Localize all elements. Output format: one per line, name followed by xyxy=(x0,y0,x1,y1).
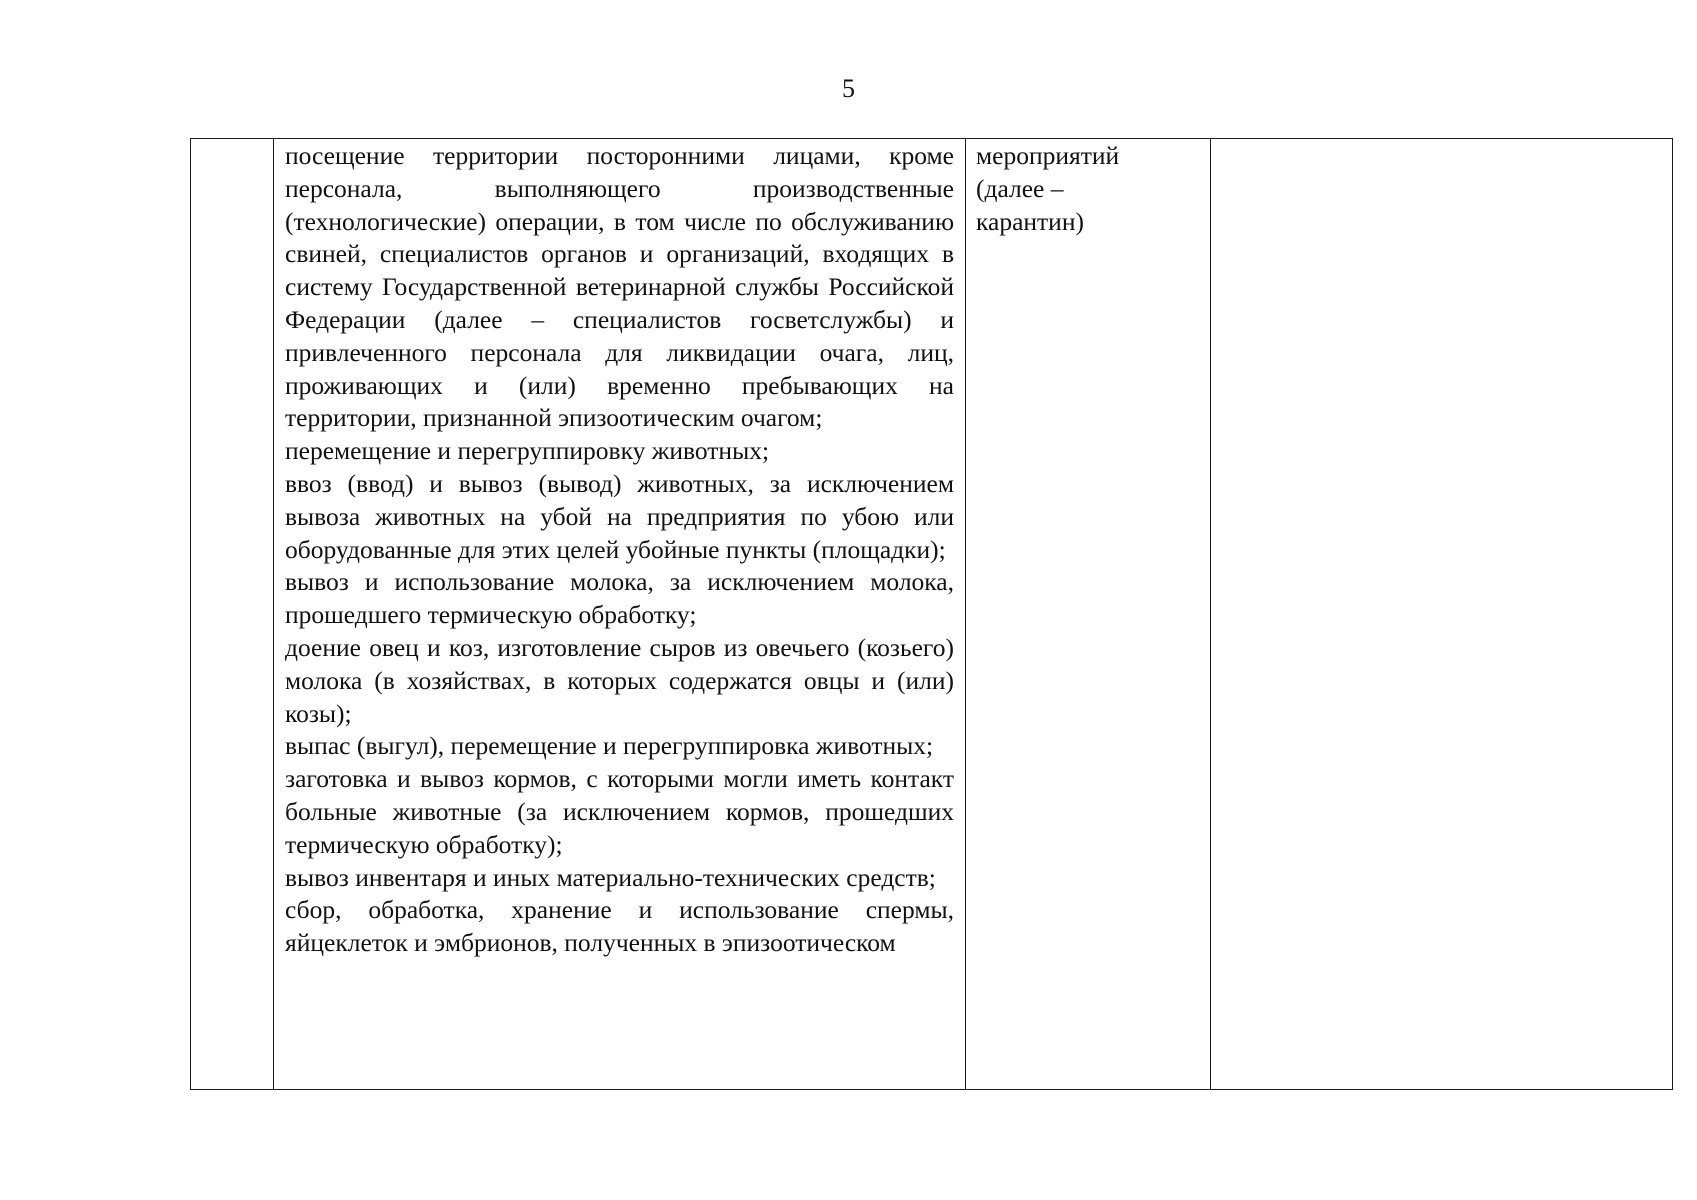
restriction-item: ввоз (ввод) и вывоз (вывод) животных, за исключением вывоза животных на убой на предприятия по убою или оборудованные для этих целей убойные пункты (площадки); xyxy=(285,468,954,564)
restriction-item: посещение территории посторонними лицами, кроме персонала, выполняющего производственные (технологические) операции, в том числе по обслуживанию свиней, специалистов органов и организаций, входящих в систему Государственной ветеринарной службы Российской Федерации (далее – специалистов госветслужбы) и привлеченного персонала для ликвидации очага, лиц, проживающих и (или) временно пребывающих на территории, признанной эпизоотическим очагом; xyxy=(285,141,954,433)
term-line: карантин) xyxy=(976,206,1084,236)
term-line-left: (далее xyxy=(976,173,1045,203)
table-cell-term xyxy=(966,139,1211,1090)
table-row xyxy=(191,139,1673,1090)
restriction-item: заготовка и вывоз кормов, с которыми могли иметь контакт больные животные (за исключением кормов, прошедших термическую обработку); xyxy=(285,764,954,859)
measures-table xyxy=(190,138,1673,1090)
restriction-item: вывоз инвентаря и иных материально-технических средств; xyxy=(285,862,936,892)
restriction-item: перемещение и перегруппировку животных; xyxy=(285,436,770,466)
table-cell-restrictions xyxy=(274,139,966,1090)
table-cell-empty xyxy=(1211,139,1673,1090)
restriction-item: вывоз и использование молока, за исключением молока, прошедшего термическую обработку; xyxy=(285,567,954,630)
restriction-item: выпас (выгул), перемещение и перегруппировка животных; xyxy=(285,731,934,761)
term-line xyxy=(976,173,1200,206)
term-dash: – xyxy=(1050,173,1064,203)
page-number: 5 xyxy=(842,74,855,103)
table-cell-number xyxy=(191,139,274,1090)
term-line: мероприятий xyxy=(976,141,1120,170)
restriction-item: доение овец и коз, изготовление сыров из овечьего (козьего) молока (в хозяйствах, в которых содержатся овцы и (или) козы); xyxy=(285,632,954,728)
restriction-item: сбор, обработка, хранение и использование спермы, яйцеклеток и эмбрионов, полученных в эпизоотическом xyxy=(285,895,954,958)
